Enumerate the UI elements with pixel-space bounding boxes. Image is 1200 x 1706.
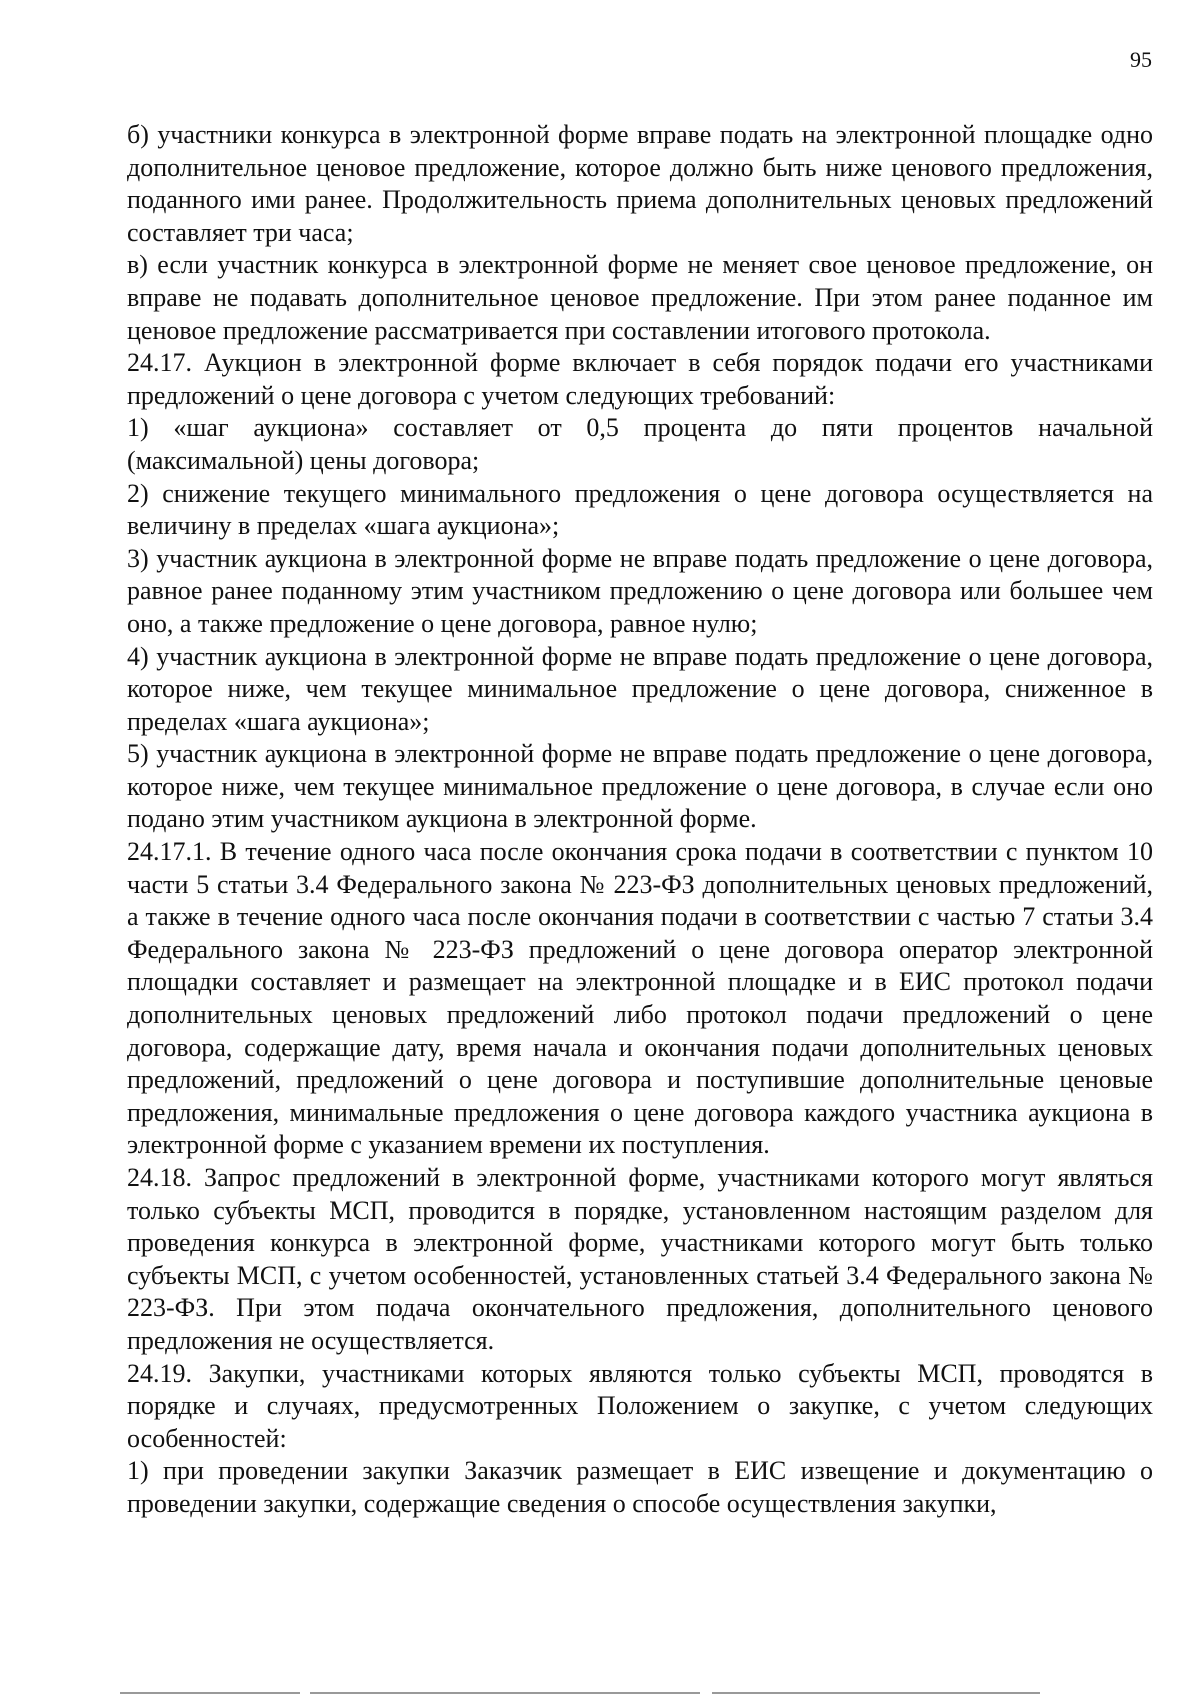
paragraph-24-17-item-5: 5) участник аукциона в электронной форме не вправе подать предложение о цене договора, которое ниже, чем текущее минимальное предложение о цене договора, в случае если оно подано этим участником аукциона в электронной форме. <box>127 739 1153 834</box>
paragraph-v: в) если участник конкурса в электронной форме не меняет свое ценовое предложение, он вправе не подавать дополнительное ценовое предложение. При этом ранее поданное им ценовое предложение рассматривается при составлении итогового протокола. <box>127 250 1153 345</box>
paragraph-24-17: 24.17. Аукцион в электронной форме включает в себя порядок подачи его участниками предложений о цене договора с учетом следующих требований: <box>127 348 1153 410</box>
document-body <box>127 119 1153 1521</box>
paragraph-24-18: 24.18. Запрос предложений в электронной форме, участниками которого могут являться только субъекты МСП, проводится в порядке, установленном настоящим разделом для проведения конкурса в электронной форме, участниками которого могут быть только субъекты МСП, с учетом особенностей, установленных статьей 3.4 Федерального закона № 223-ФЗ. При этом подача окончательного предложения, дополнительного ценового предложения не осуществляется. <box>127 1163 1153 1355</box>
paragraph-24-19: 24.19. Закупки, участниками которых являются только субъекты МСП, проводятся в порядке и случаях, предусмотренных Положением о закупке, с учетом следующих особенностей: <box>127 1358 1153 1453</box>
paragraph-24-17-1: 24.17.1. В течение одного часа после окончания срока подачи в соответствии с пунктом 10 части 5 статьи 3.4 Федерального закона № 223-ФЗ дополнительных ценовых предложений, а также в течение одного часа после окончания подачи в соответствии с частью 7 статьи 3.4 Федерального закона № 223-ФЗ предложений о цене договора оператор электронной площадки составляет и размещает на электронной площадке и в ЕИС протокол подачи дополнительных ценовых предложений либо протокол подачи предложений о цене договора, содержащие дату, время начала и окончания подачи дополнительных ценовых предложений, предложений о цене договора и поступившие дополнительные ценовые предложения, минимальные предложения о цене договора каждого участника аукциона в электронной форме с указанием времени их поступления. <box>127 837 1153 1160</box>
paragraph-24-17-item-1: 1) «шаг аукциона» составляет от 0,5 процента до пяти процентов начальной (максимальной) цены договора; <box>127 413 1153 475</box>
scan-bottom-edge-line <box>0 1692 1200 1694</box>
paragraph-24-17-item-3: 3) участник аукциона в электронной форме не вправе подать предложение о цене договора, равное ранее поданному этим участником предложению о цене договора или большее чем оно, а также предложение о цене договора, равное нулю; <box>127 543 1153 638</box>
page-number: 95 <box>1130 47 1152 72</box>
paragraph-24-19-item-1: 1) при проведении закупки Заказчик размещает в ЕИС извещение и документацию о проведении закупки, содержащие сведения о способе осуществления закупки, <box>127 1456 1153 1518</box>
paragraph-24-17-item-2: 2) снижение текущего минимального предложения о цене договора осуществляется на величину в пределах «шага аукциона»; <box>127 478 1153 541</box>
paragraph-b: б) участники конкурса в электронной форме вправе подать на электронной площадке одно дополнительное ценовое предложение, которое должно быть ниже ценового предложения, поданного ими ранее. Продолжительность приема дополнительных ценовых предложений составляет три часа; <box>127 120 1153 247</box>
paragraph-24-17-item-4: 4) участник аукциона в электронной форме не вправе подать предложение о цене договора, которое ниже, чем текущее минимальное предложение о цене договора, сниженное в пределах «шага аукциона»; <box>127 641 1153 736</box>
